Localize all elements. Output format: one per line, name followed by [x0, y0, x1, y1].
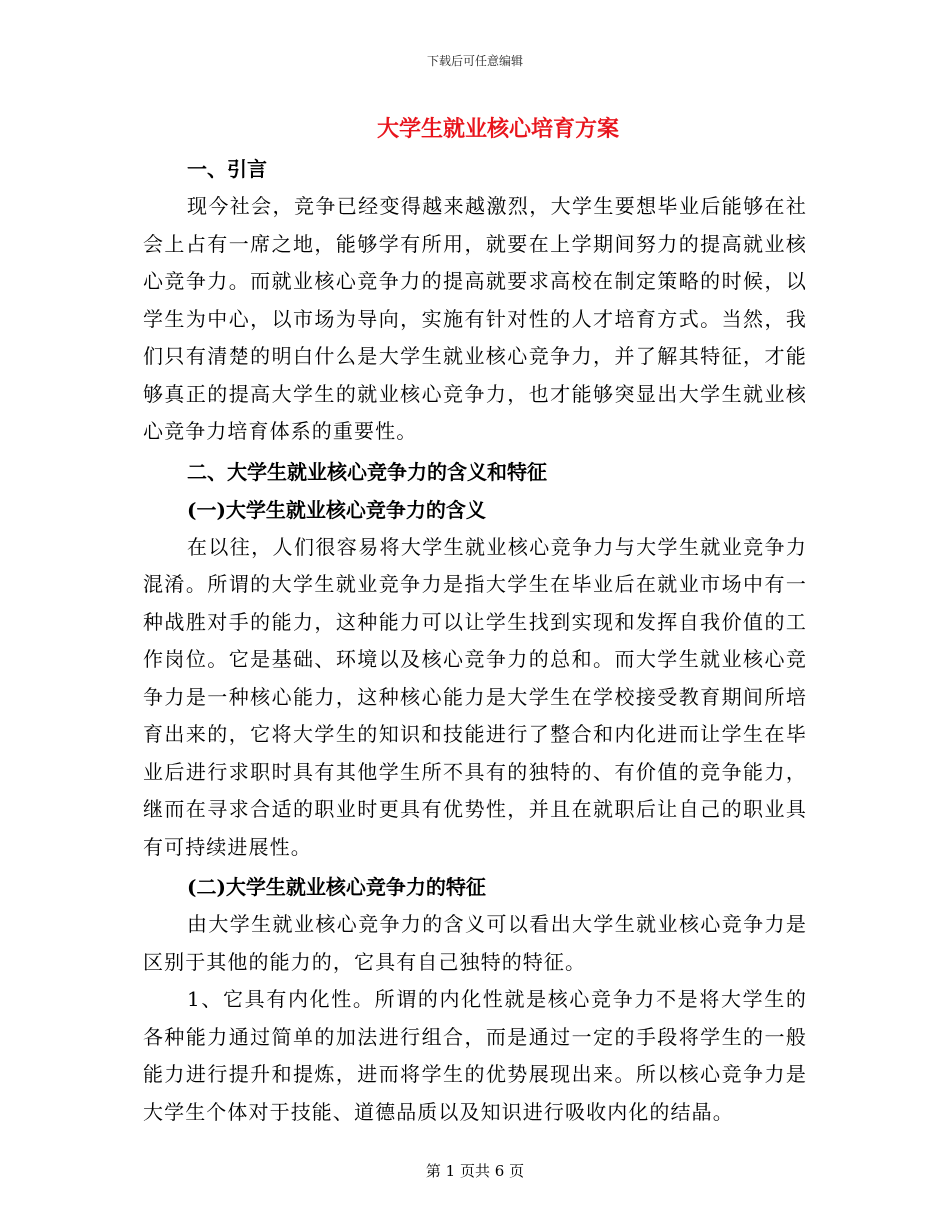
page-indicator: 第 1 页共 6 页	[425, 1162, 525, 1180]
paragraph-meaning: 在以往，人们很容易将大学生就业核心竞争力与大学生就业竞争力混淆。所谓的大学生就业竞争力是指大学生在毕业后在就业市场中有一种战胜对手的能力，这种能力可以让学生找到实现和发挥自我价值的工作岗位。它是基础、环境以及核心竞争力的总和。而大学生就业核心竞争力是一种核心能力，这种核心能力是大学生在学校接受教育期间所培育出来的，它将大学生的知识和技能进行了整合和内化进而让学生在毕业后进行求职时具有其他学生所不具有的独特的、有价值的竞争能力，继而在寻求合适的职业时更具有优势性，并且在就职后让自己的职业具有可持续进展性。	[143, 534, 807, 859]
section-heading-meaning: 二、大学生就业核心竞争力的含义和特征	[187, 459, 547, 484]
header-note: 下载后可任意编辑	[426, 54, 523, 68]
subsection-heading-meaning: (一)大学生就业核心竞争力的含义	[187, 497, 486, 522]
subsection-heading-features: (二)大学生就业核心竞争力的特征	[187, 875, 486, 899]
paragraph-features: 由大学生就业核心竞争力的含义可以看出大学生就业核心竞争力是区别于其他的能力的，它具有自己独特的特征。	[143, 912, 807, 974]
section-heading-intro: 一、引言	[187, 157, 267, 181]
document-title: 大学生就业核心培育方案	[376, 116, 619, 142]
document-body	[143, 150, 807, 1131]
paragraph-intro: 现今社会，竞争已经变得越来越激烈，大学生要想毕业后能够在社会上占有一席之地，能够学有所用，就要在上学期间努力的提高就业核心竞争力。而就业核心竞争力的提高就要求高校在制定策略的时候，以学生为中心，以市场为导向，实施有针对性的人才培育方式。当然，我们只有清楚的明白什么是大学生就业核心竞争力，并了解其特征，才能够真正的提高大学生的就业核心竞争力，也才能够突显出大学生就业核心竞争力培育体系的重要性。	[143, 194, 807, 443]
paragraph-point-1: 1、它具有内化性。所谓的内化性就是核心竞争力不是将大学生的各种能力通过简单的加法进行组合，而是通过一定的手段将学生的一般能力进行提升和提炼，进而将学生的优势展现出来。所以核心竞争力是大学生个体对于技能、道德品质以及知识进行吸收内化的结晶。	[143, 987, 807, 1124]
